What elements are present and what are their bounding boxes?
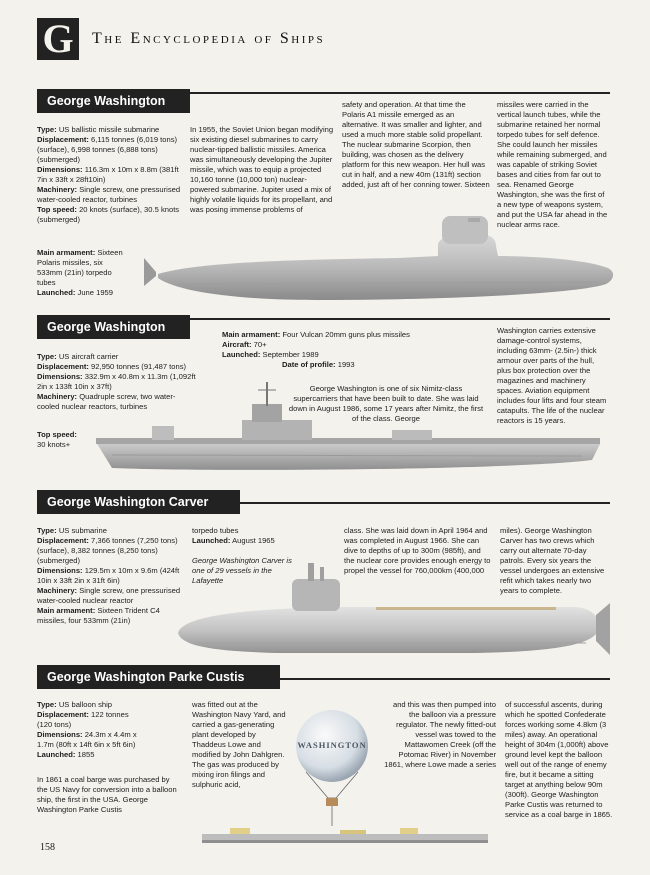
book-title: The Encyclopedia of Ships <box>92 30 326 47</box>
spec-line: Machinery: Single screw, one pressurised water-cooled reactor, turbines <box>37 185 181 204</box>
section-2-specs2 <box>222 330 484 370</box>
spec-line: Main armament: Sixteen Polaris missiles, six 533mm (21in) torpedo tubes <box>37 248 123 287</box>
spec-line: Displacement: 6,115 tonnes (6,019 tons) (surface), 6,998 tonnes (6,888 tons) (submerged) <box>37 135 178 164</box>
spec-line: Top speed: 20 knots (surface), 30.5 knots (submerged) <box>37 205 180 224</box>
section-2-col3: George Washington is one of six Nimitz-class supercarriers that have been built to date. She was laid down in August 1986, some 17 years after Nimitz, the first of the class. George <box>288 384 484 423</box>
spec-line: Main armament: Sixteen Trident C4 missiles, four 533mm (21in) <box>37 606 160 625</box>
section-4-col2: was fitted out at the Washington Navy Yard, and carried a gas-generating plant developed by Thaddeus Lowe and modified by John Dahlgren. The gas was produced by mixing iron filings and sulphuric acid, <box>192 700 286 789</box>
section-4-col1: In 1861 a coal barge was purchased by the US Navy for conversion into a balloon ship, the first in the USA. George Washington Parke Custis <box>37 775 177 814</box>
section-1-specs <box>37 125 182 225</box>
spec-line: Type: US aircraft carrier <box>37 352 119 361</box>
spec-line: Dimensions: 332.9m x 40.8m x 11.3m (1,092ft 2in x 133ft 10in x 37ft) <box>37 372 196 391</box>
section-3-col3: class. She was laid down in April 1964 and was completed in August 1966. She can dive to depths of up to 300m (985ft), and the nuclear core provides enough energy to propel the vessel for 760,000km (400,000 <box>344 526 491 575</box>
spec-line: Type: US balloon ship <box>37 700 113 709</box>
balloon-label: WASHINGTON <box>297 740 367 750</box>
aircraft-carrier-illustration <box>92 380 604 475</box>
balloon-illustration <box>292 706 372 826</box>
submarine-illustration <box>176 555 614 667</box>
spec-line: Displacement: 7,366 tonnes (7,250 tons) (surface), 8,382 tonnes (8,250 tons) (submerged) <box>37 536 178 565</box>
section-4-col3: and this was then pumped into the balloon via a pressure regulator. The newly fitted-out vessel was towed to the Mattawomen Creek (off the Potomac River) in November 1861, where Lowe made a series <box>384 700 496 769</box>
spec-line: Launched: June 1959 <box>37 288 114 297</box>
spec-line: Type: US submarine <box>37 526 107 535</box>
spec-line: Launched: September 1989 <box>222 350 319 359</box>
chapter-letter-g: G <box>37 18 79 60</box>
spec-line: Main armament: Four Vulcan 20mm guns plus missiles <box>222 330 410 339</box>
section-4-col4: of successful ascents, during which he spotted Confederate forces working some 4.8km (3 miles) away. An operational height of 304m (1,000ft) above ground level kept the balloon well out of the range of enemy fire, but it became a sitting target at anything below 90m (300ft). George Washington Parke Custis was returned to service as a coal barge in 1865. <box>505 700 613 819</box>
submarine-illustration <box>138 216 616 306</box>
section-1-col4: missiles were carried in the vertical launch tubes, while the submarine retained her normal torpedo tubes for self defence. She could launch her missiles while remaining submerged, and was capable of striking Soviet bases and cities from far out to sea. Renamed George Washington, she was the first of a new type of weapons system, and put the USA far ahead in the nuclear arms race. <box>497 100 608 229</box>
section-4-specs <box>37 700 177 760</box>
page-number: 158 <box>40 842 55 853</box>
section-2-specs-b <box>37 430 77 450</box>
spec-line: Launched: 1855 <box>37 750 95 759</box>
spec-line: Dimensions: 24.3m x 4.4m x 1.7m (80ft x 14ft 6in x 5ft 6in) <box>37 730 137 749</box>
spec-line: Displacement: 122 tonnes (120 tons) <box>37 710 129 729</box>
spec-line: Machinery: Quadruple screw, two water-cooled nuclear reactors, turbines <box>37 392 176 411</box>
spec-line: Aircraft: 70+ <box>222 340 267 349</box>
spec-line: Machinery: Single screw, one pressurised water-cooled nuclear reactor <box>37 586 181 605</box>
spec-line: Top speed: 30 knots+ <box>37 430 77 449</box>
section-2-col4: Washington carries extensive damage-control systems, including 63mm- (2.5in-) thick armour over parts of the hull, plus box protection over the magazines and machinery spaces. Aviation equipment includes four lifts and four steam catapults. The life of the nuclear reactors is 15 years. <box>497 326 607 425</box>
section-4-title: George Washington Parke Custis <box>37 665 280 689</box>
section-1-col3: safety and operation. At that time the Polaris A1 missile emerged as an alternative. It was smaller and lighter, and used a much more stable solid propellant. The nuclear submarine Scorpion, then building, was chosen as the delivery platform for this new weapon. Her hull was cut in half, and a new 40m (131ft) section added, just aft of her conning tower. Sixteen <box>342 100 490 189</box>
section-2-title: George Washington <box>37 315 190 339</box>
section-3-title: George Washington Carver <box>37 490 240 514</box>
section-1-col2: In 1955, the Soviet Union began modifying six existing diesel submarines to carry nuclear-tipped ballistic missiles. America was simultaneously developing the Jupiter missile, which was to equip a projected 10,160 tonne (10,000 ton) nuclear-powered submarine. Jupiter used a mix of highly volatile liquids for its propellant, and was posing immense problems of <box>190 125 334 214</box>
section-3-col4: miles). George Washington Carver has two crews which carry out alternate 70-day patrols. Every six years the vessel undergoes an extensive refit which takes nearly two years to complete. <box>500 526 605 595</box>
spec-line: Type: US ballistic missile submarine <box>37 125 160 134</box>
spec-line: Date of profile: 1993 <box>282 360 355 369</box>
section-1-title: George Washington <box>37 89 190 113</box>
spec-line: Displacement: 92,950 tonnes (91,487 tons) <box>37 362 187 371</box>
spec-line: Launched: August 1965 <box>192 536 275 545</box>
spec-line: Dimensions: 116.3m x 10m x 8.8m (381ft 7in x 33ft x 28ft10in) <box>37 165 179 184</box>
spec-line: Dimensions: 129.5m x 10m x 9.6m (424ft 10in x 33ft 2in x 31ft 6in) <box>37 566 180 585</box>
text-line: George Washington Carver is one of 29 vessels in the Lafayette <box>192 556 292 585</box>
text-line: torpedo tubes <box>192 526 239 535</box>
balloon-ship-illustration <box>200 826 490 848</box>
section-1-specs-b <box>37 248 129 298</box>
section-3-specs <box>37 526 184 626</box>
